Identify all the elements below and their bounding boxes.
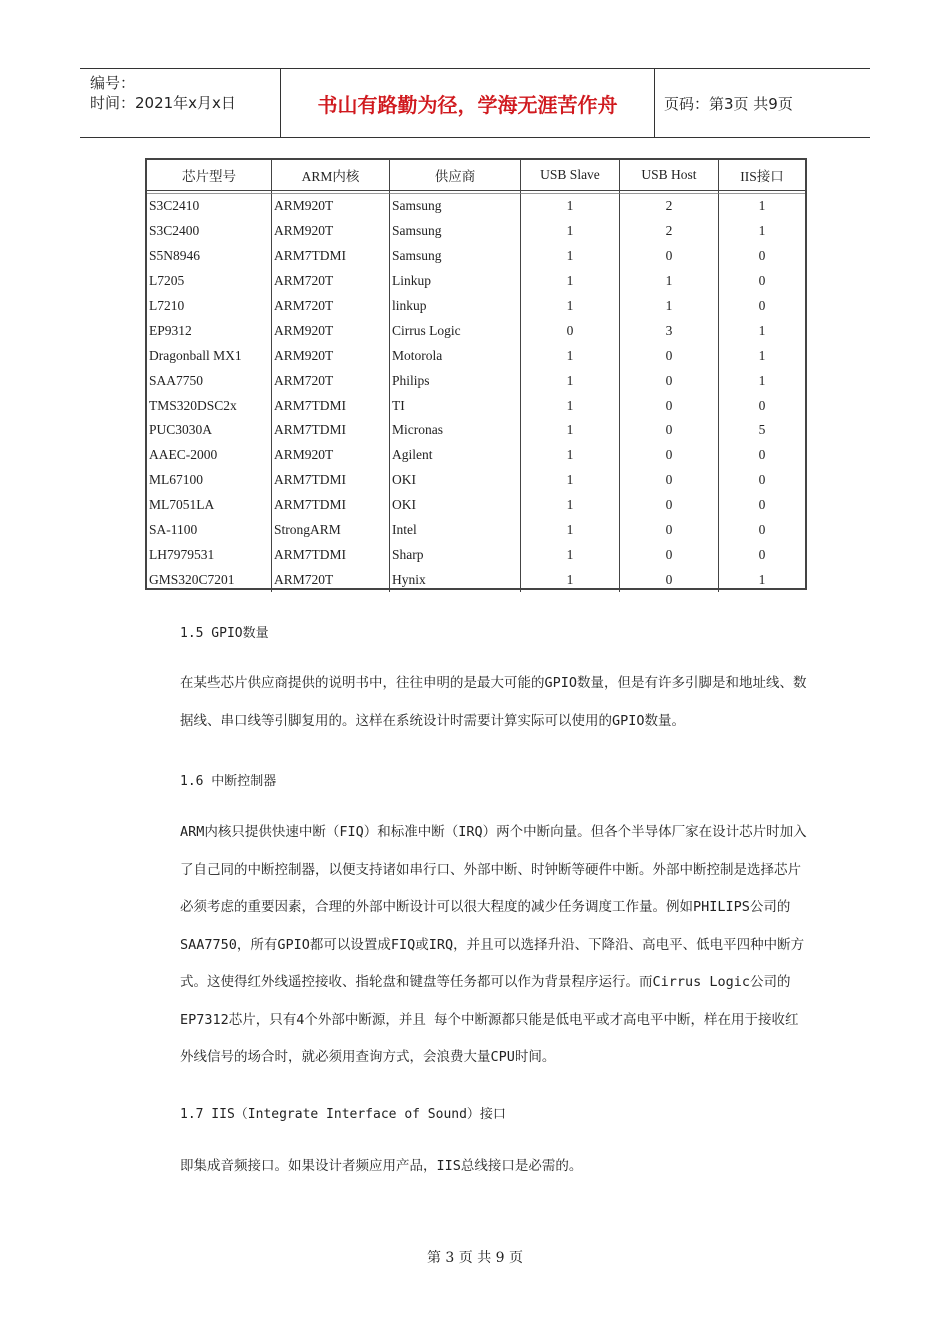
table-cell: TI [390, 393, 521, 418]
table-cell: 0 [620, 493, 719, 518]
table-cell: 1 [521, 219, 620, 244]
column-header: USB Host [620, 160, 719, 191]
table-cell: ARM920T [272, 318, 390, 343]
table-cell: 0 [620, 443, 719, 468]
table-cell: ML67100 [147, 468, 272, 493]
table-cell: Hynix [390, 567, 521, 592]
table-cell: 0 [758, 273, 766, 289]
table-cell: 0 [758, 522, 766, 538]
table-cell: 1 [521, 393, 620, 418]
table-row [147, 244, 805, 269]
table-row [147, 219, 805, 244]
section-1-7-title: 1.7 IIS（Integrate Interface of Sound）接口 [180, 1107, 506, 1122]
document-number-label: 编号： [90, 74, 136, 92]
table-cell: StrongARM [272, 518, 390, 543]
table-cell: 1 [758, 347, 766, 363]
table-row [147, 542, 805, 567]
table-cell: S5N8946 [147, 244, 272, 269]
table-cell: Intel [390, 518, 521, 543]
table-row [147, 269, 805, 294]
table-cell: 1 [521, 368, 620, 393]
section-1-5-title: 1.5 GPIO数量 [180, 626, 269, 641]
table-row [147, 418, 805, 443]
table-cell: Samsung [390, 244, 521, 269]
table-cell: S3C2410 [147, 194, 272, 219]
table-cell: ARM920T [272, 343, 390, 368]
table-cell: ARM720T [272, 368, 390, 393]
table-cell: 1 [758, 198, 766, 214]
table-cell: Dragonball MX1 [147, 343, 272, 368]
table-cell: Philips [390, 368, 521, 393]
column-header: IIS接口 [719, 160, 805, 191]
table-cell: LH7979531 [147, 542, 272, 567]
column-header: 芯片型号 [147, 160, 272, 191]
page-footer: 第 3 页 共 9 页 [426, 1250, 524, 1266]
document-time-label: 时间：2021年x月x日 [90, 94, 236, 112]
table-cell: 1 [758, 372, 766, 388]
table-cell: 1 [521, 443, 620, 468]
table-cell: 1 [521, 518, 620, 543]
table-cell: 0 [758, 497, 766, 513]
table-cell: 2 [620, 194, 719, 219]
table-cell: 1 [620, 294, 719, 319]
table-cell: 0 [620, 393, 719, 418]
section-1-6-text [145, 814, 810, 1077]
table-cell: 0 [758, 298, 766, 313]
table-cell: ARM7TDMI [272, 468, 390, 493]
table-cell: ARM920T [272, 443, 390, 468]
table-cell: ARM920T [272, 194, 390, 219]
table-cell: 1 [521, 493, 620, 518]
table-header-row [147, 160, 805, 191]
table-cell: 1 [521, 418, 620, 443]
table-cell: 1 [758, 223, 766, 239]
table-row [147, 393, 805, 418]
header-page-info: 页码：第3页 共9页 [664, 95, 793, 113]
table-cell: 1 [620, 269, 719, 294]
table-cell: ARM720T [272, 294, 390, 319]
table-cell: 0 [758, 447, 766, 463]
table-body [147, 194, 805, 592]
table-cell: 0 [620, 542, 719, 567]
table-cell: SA-1100 [147, 518, 272, 543]
table-cell: 1 [521, 468, 620, 493]
table-cell: 0 [758, 248, 766, 264]
table-cell: 2 [620, 219, 719, 244]
table-cell: ARM7TDMI [272, 542, 390, 567]
table-cell: ARM720T [272, 567, 390, 592]
chip-comparison-table [145, 158, 807, 590]
table-row [147, 194, 805, 219]
table-cell: 0 [620, 468, 719, 493]
table-cell: 0 [620, 343, 719, 368]
table-row [147, 318, 805, 343]
section-1-5-text [145, 665, 810, 740]
table-row [147, 368, 805, 393]
table-cell: ARM720T [272, 269, 390, 294]
table-cell: L7210 [147, 294, 272, 319]
table-cell: S3C2400 [147, 219, 272, 244]
table-cell: 1 [758, 322, 766, 338]
table-cell: EP9312 [147, 318, 272, 343]
table-cell: AAEC-2000 [147, 443, 272, 468]
table-cell: 1 [521, 269, 620, 294]
table-cell: 1 [521, 567, 620, 592]
table-cell: ARM7TDMI [272, 393, 390, 418]
table-cell: 0 [758, 472, 766, 488]
table-cell: 1 [521, 542, 620, 567]
page-header [80, 68, 870, 138]
table-cell: OKI [390, 468, 521, 493]
table-cell: 3 [620, 318, 719, 343]
table-cell: SAA7750 [147, 368, 272, 393]
table-cell: 0 [620, 567, 719, 592]
table-cell: PUC3030A [147, 418, 272, 443]
table-cell: ARM7TDMI [272, 493, 390, 518]
section-1-5-paragraph: 在某些芯片供应商提供的说明书中，往往申明的是最大可能的GPIO数量，但是有许多引脚是和地址线、数据线、串口线等引脚复用的。这样在系统设计时需要计算实际可以使用的GPIO数量。 [180, 675, 807, 729]
table-cell: ML7051LA [147, 493, 272, 518]
column-header: 供应商 [390, 160, 521, 191]
table-cell: 0 [620, 518, 719, 543]
table-cell: 1 [521, 343, 620, 368]
section-1-6-paragraph: ARM内核只提供快速中断（FIQ）和标准中断（IRQ）两个中断向量。但各个半导体厂家在设计芯片时加入了自己同的中断控制器，以便支持诸如串行口、外部中断、时钟断等硬件中断。外部中断控制是选择芯片必须考虑的重要因素，合理的外部中断设计可以很大程度的减少任务调度工作量。例如PHILIPS公司的SAA7750，所有GPIO都可以设置成FIQ或IRQ，并且可以选择升沿、下降沿、高电平、低电平四种中断方式。这使得红外线遥控接收、指轮盘和键盘等任务都可以作为背景程序运行。而Cirrus Logic公司的EP7312芯片，只有4个外部中断源，并且 每个中断源都只能是低电平或才高电平中断，样在用于接收红外线信号的场合时，就必须用查询方式，会浪费大量CPU时间。 [180, 824, 807, 1065]
table-row [147, 567, 805, 592]
table-cell: ARM7TDMI [272, 244, 390, 269]
table-cell: 1 [521, 294, 620, 319]
section-1-7-paragraph: 即集成音频接口。如果设计者频应用产品，IIS总线接口是必需的。 [180, 1158, 583, 1174]
table-cell: Motorola [390, 343, 521, 368]
table-row [147, 343, 805, 368]
column-header: USB Slave [521, 160, 620, 191]
table-cell: ARM920T [272, 219, 390, 244]
table-cell: Cirrus Logic [390, 318, 521, 343]
table-cell: Micronas [390, 418, 521, 443]
table-row [147, 493, 805, 518]
table-cell: linkup [390, 294, 521, 319]
header-meta-cell [80, 69, 281, 137]
table-cell: 0 [521, 318, 620, 343]
table-cell: Agilent [390, 443, 521, 468]
table-cell: TMS320DSC2x [147, 393, 272, 418]
section-1-7-text [145, 1148, 810, 1186]
table-cell: 0 [758, 397, 766, 413]
table-cell: 0 [620, 244, 719, 269]
table-cell: 1 [758, 571, 766, 587]
table-cell: ARM7TDMI [272, 418, 390, 443]
table-row [147, 443, 805, 468]
table-cell: GMS320C7201 [147, 567, 272, 592]
table-cell: 5 [758, 422, 766, 438]
table-cell: OKI [390, 493, 521, 518]
table-row [147, 468, 805, 493]
table-row [147, 294, 805, 319]
table-cell: L7205 [147, 269, 272, 294]
table-row [147, 518, 805, 543]
table-cell: Samsung [390, 194, 521, 219]
table-cell: 1 [521, 194, 620, 219]
section-1-6-title: 1.6 中断控制器 [180, 774, 277, 789]
header-motto: 书山有路勤为径，学海无涯苦作舟 [281, 69, 655, 137]
table-cell: Samsung [390, 219, 521, 244]
table-cell: 0 [620, 418, 719, 443]
table-cell: 0 [620, 368, 719, 393]
table-cell: 0 [758, 546, 766, 562]
table-cell: 1 [521, 244, 620, 269]
table-cell: Linkup [390, 269, 521, 294]
column-header: ARM内核 [272, 160, 390, 191]
table-cell: Sharp [390, 542, 521, 567]
